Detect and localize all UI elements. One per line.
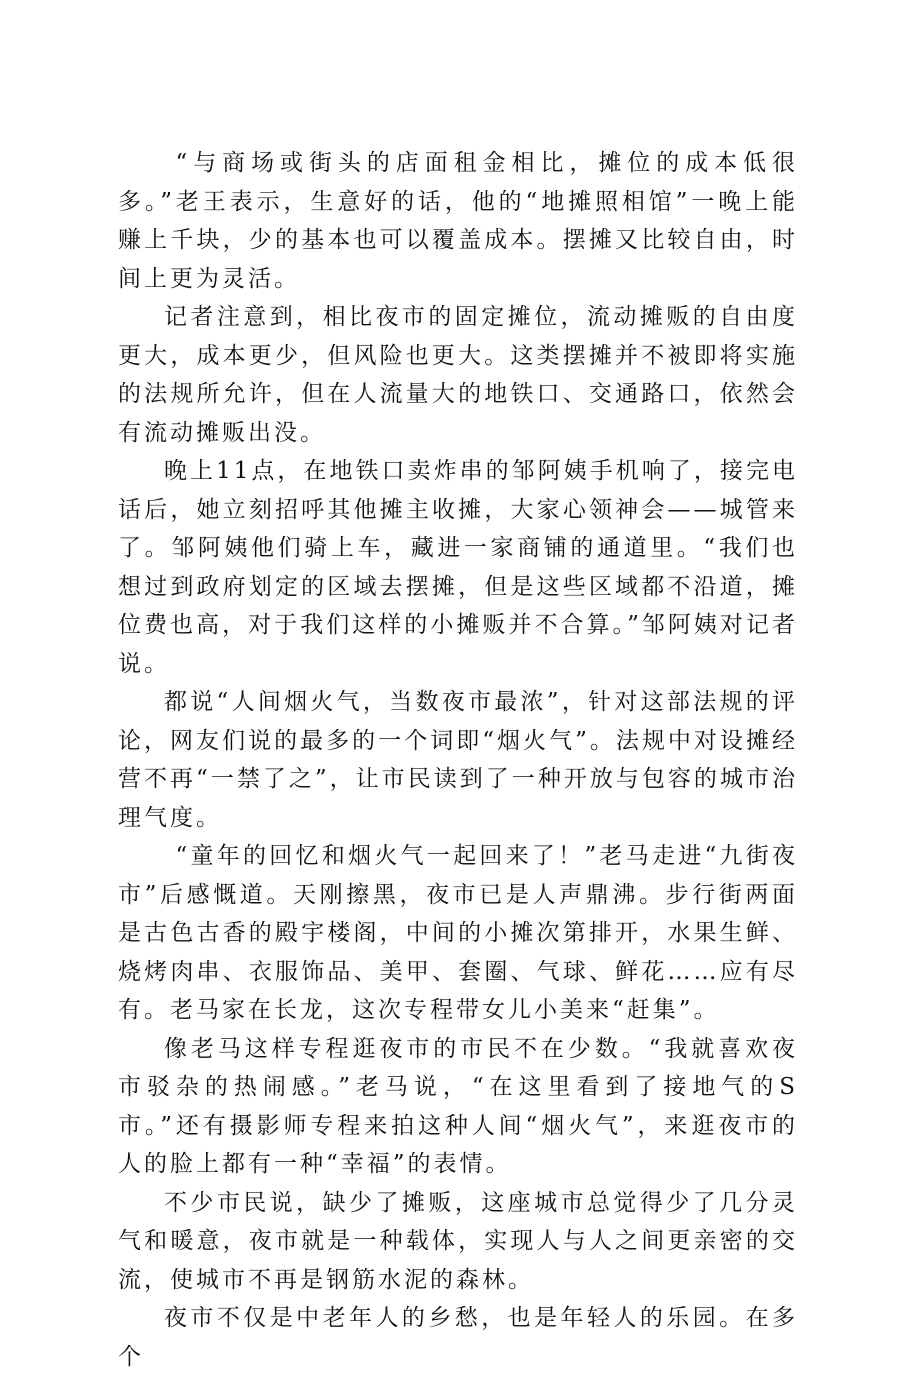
paragraph-young-people: 夜市不仅是中老年人的乡愁，也是年轻人的乐园。在多个 bbox=[118, 1305, 798, 1370]
paragraph-mobile-vendors: 记者注意到，相比夜市的固定摊位，流动摊贩的自由度更大，成本更少，但风险也更大。这类摆摊并不被即将实施的法规所允许，但在人流量大的地铁口、交通路口，依然会有流动摊贩出没。 bbox=[118, 304, 798, 446]
paragraph-rent-comparison: “与商场或街头的店面租金相比，摊位的成本低很多。”老王表示，生意好的话，他的“地摊照相馆”一晚上能赚上千块，少的基本也可以覆盖成本。摆摊又比较自由，时间上更为灵活。 bbox=[118, 150, 798, 292]
paragraph-auntie-zou: 晚上11点，在地铁口卖炸串的邹阿姨手机响了，接完电话后，她立刻招呼其他摊主收摊，大家心领神会——城管来了。邹阿姨他们骑上车，藏进一家商铺的通道里。“我们也想过到政府划定的区域去摆摊，但是这些区域都不沿道，摊位费也高，对于我们这样的小摊贩并不合算。”邹阿姨对记者说。 bbox=[118, 458, 798, 677]
paragraph-fireworks-atmosphere: 都说“人间烟火气，当数夜市最浓”，针对这部法规的评论，网友们说的最多的一个词即“烟火气”。法规中对设摊经营不再“一禁了之”，让市民读到了一种开放与包容的城市治理气度。 bbox=[118, 689, 798, 831]
paragraph-night-market-visitors: 像老马这样专程逛夜市的市民不在少数。“我就喜欢夜市驳杂的热闹感。”老马说，“在这里看到了接地气的S市。”还有摄影师专程来拍这种人间“烟火气”，来逛夜市的人的脸上都有一种“幸福”的表情。 bbox=[118, 1035, 798, 1177]
paragraph-old-ma: “童年的回忆和烟火气一起回来了！”老马走进“九街夜市”后感慨道。天刚擦黑，夜市已是人声鼎沸。步行街两面是古色古香的殿宇楼阁，中间的小摊次第排开，水果生鲜、烧烤肉串、衣服饰品、美甲、套圈、气球、鲜花……应有尽有。老马家在长龙，这次专程带女儿小美来“赶集”。 bbox=[118, 843, 798, 1023]
paragraph-city-warmth: 不少市民说，缺少了摊贩，这座城市总觉得少了几分灵气和暖意，夜市就是一种载体，实现人与人之间更亲密的交流，使城市不再是钢筋水泥的森林。 bbox=[118, 1189, 798, 1293]
article-body bbox=[118, 144, 798, 1376]
